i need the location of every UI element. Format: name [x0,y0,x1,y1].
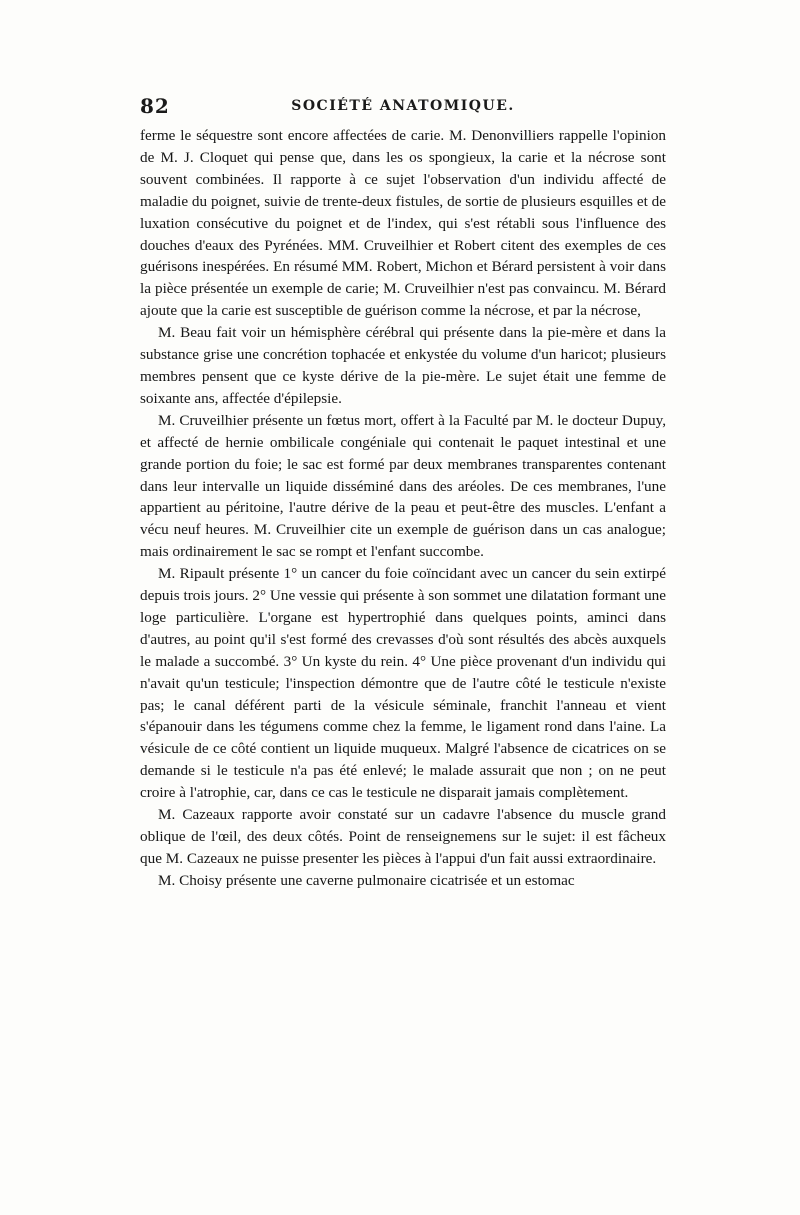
paragraph-cazeaux: M. Cazeaux rapporte avoir constaté sur un cadavre l'absence du muscle grand oblique de l'œil, des deux côtés. Point de renseignemens sur le sujet: il est fâcheux que M. Cazeaux ne puisse presenter les pièces à l'appui d'un fait aussi extraordinaire. [140,806,666,867]
paragraph-choisy: M. Choisy présente une caverne pulmonaire cicatrisée et un estomac [158,871,575,889]
paragraph-ripault: M. Ripault présente 1° un cancer du foie coïncidant avec un cancer du sein extirpé depuis trois jours. 2° Une vessie qui présente à son sommet une dilatation formant une loge particulière. L'organe est hypertrophié dans quelques points, aminci dans d'autres, au point qu'il s'est formé des crevasses d'où sont résultés des abcès auxquels le malade a succombé. 3° Un kyste du rein. 4° Une pièce provenant d'un individu qui n'avait qu'un testicule; l'inspection démontre que de l'autre côté le testicule n'existe pas; le canal déférent parti de la vésicule séminale, franchit l'anneau et vient s'épanouir dans les tégumens comme chez la femme, le ligament rond dans l'aine. La vésicule de ce côté contient un liquide muqueux. Malgré l'absence de cicatrices on se demande si le testicule n'a pas été enlevé; le malade assurait que non ; on ne peut croire à l'atrophie, car, dans ce cas le testicule ne disparait jamais complètement. [140,565,666,802]
running-title: SOCIÉTÉ ANATOMIQUE. [291,98,515,114]
page-number: 82 [140,94,170,118]
paragraph-cruveilhier: M. Cruveilhier présente un fœtus mort, offert à la Faculté par M. le docteur Dupuy, et affecté de hernie ombilicale congéniale qui contenait le paquet intestinal et une grande portion du foie; le sac est formé par deux membranes transparentes contenant dans leur intervalle un liquide disséminé dans des aréoles. De ces membranes, l'une appartient au péritoine, l'autre dérive de la peau et peut-être des muscles. L'enfant a vécu neuf heures. M. Cruveilhier cite un exemple de guérison dans un cas analogue; mais ordinairement le sac se rompt et l'enfant succombe. [140,411,666,561]
paragraph-carie-discussion: ferme le séquestre sont encore affectées de carie. M. Denonvilliers rappelle l'opinion de M. J. Cloquet qui pense que, dans les os spongieux, la carie et la nécrose sont souvent combinées. Il rapporte à ce sujet l'observation d'un individu affecté de maladie du poignet, suivie de trente-deux fistules, de sortie de plusieurs esquilles et de luxation consécutive du poignet et de l'index, qui s'est rétabli sous l'influence des douches d'eaux des Pyrénées. MM. Cruveilhier et Robert citent des exemples de ces guérisons inespérées. En résumé MM. Robert, Michon et Bérard persistent à voir dans la pièce présentée un exemple de carie; M. Cruveilhier n'est pas convaincu. M. Bérard ajoute que la carie est susceptible de guérison comme la nécrose, et par la nécrose, [140,127,666,320]
page-header [140,94,666,120]
paragraph-beau: M. Beau fait voir un hémisphère cérébral qui présente dans la pie-mère et dans la substance grise une concrétion tophacée et enkystée du volume d'un haricot; plusieurs membres pensent que ce kyste dérive de la pie-mère. Le sujet était une femme de soixante ans, affectée d'épilepsie. [140,324,666,407]
body-text [140,125,666,892]
